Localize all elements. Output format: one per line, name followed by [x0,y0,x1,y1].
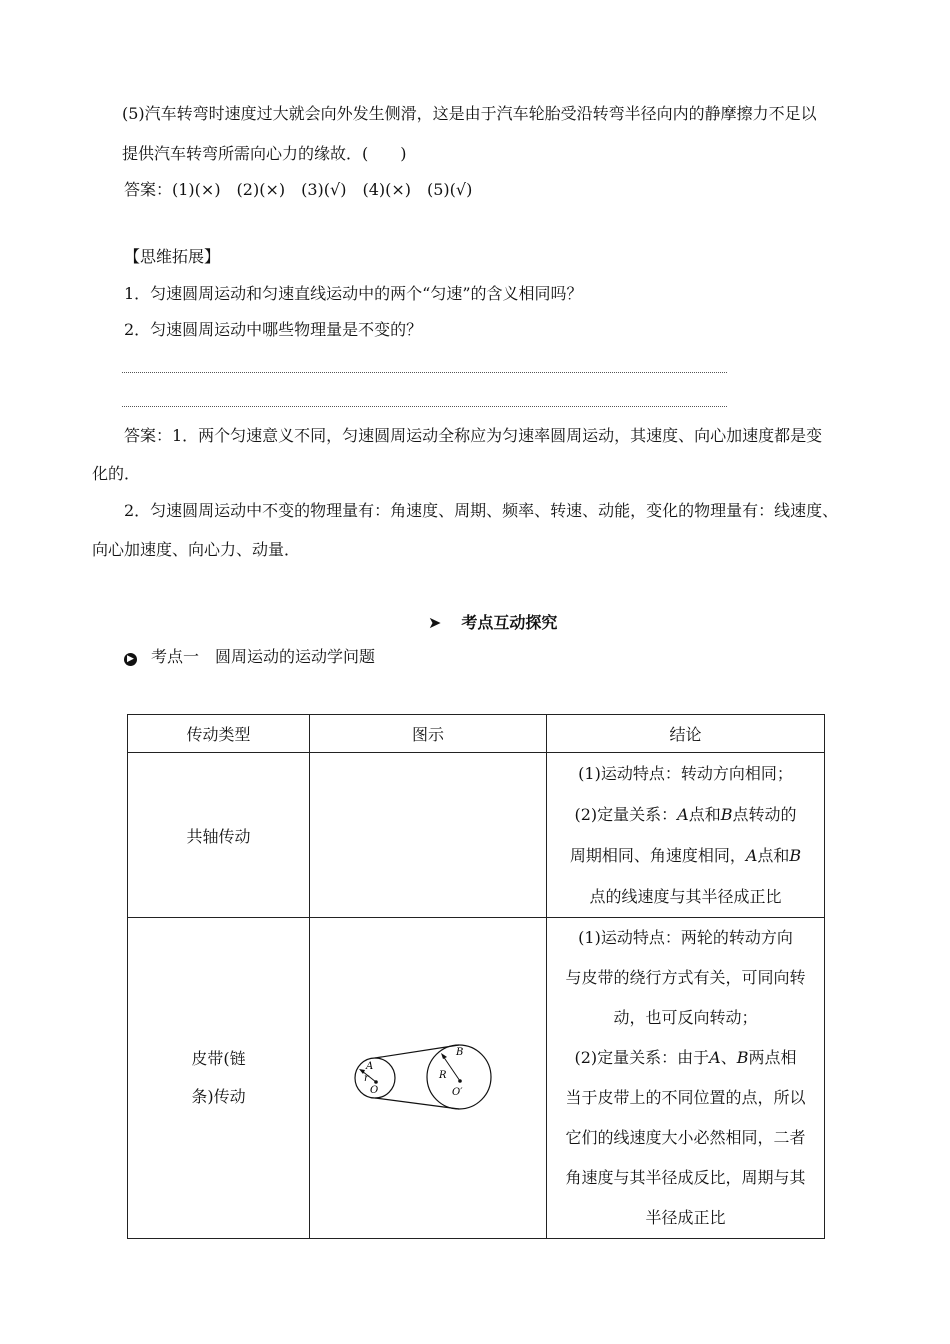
table-header-row [128,715,825,753]
extension-title: 【思维拓展】 [124,247,221,266]
belt-top [375,1045,459,1058]
belt-conclusion: (1)运动特点：两轮的转动方向 与皮带的绕行方式有关，可同向转 动，也可反向转动； (2)定量关系：由于A、B两点相 当于皮带上的不同位置的点，所以 它们的线速度大小必然相同，二者 角速度与其半径成反比，周期与其 半径成正比 [547,918,825,1239]
arrow-bullet-icon: ➤ [428,613,442,632]
extension-question-1: 1．匀速圆周运动和匀速直线运动中的两个“匀速”的含义相同吗？ [124,284,583,303]
header-diagram: 图示 [310,715,547,753]
extension-question-2: 2．匀速圆周运动中哪些物理量是不变的？ [124,320,423,339]
extension-answer-1-line2: 化的． [92,464,141,483]
table-row-coaxial [128,753,825,918]
belt-diagram-cell [310,918,547,1239]
belt-type: 皮带(链 条)传动 [128,918,310,1239]
coaxial-type: 共轴传动 [128,753,310,918]
coaxial-conclusion: (1)运动特点：转动方向相同； (2)定量关系：A点和B点转动的 周期相同、角速度相同，A点和B 点的线速度与其半径成正比 [547,753,825,918]
circle-arrow-bullet-icon: ▶ [124,653,137,666]
label-A: A [366,1061,374,1072]
header-type: 传动类型 [128,715,310,753]
belt-bottom [375,1098,459,1109]
kaodian-title: 考点一 圆周运动的运动学问题 [151,647,376,666]
label-R: R [439,1070,447,1081]
question5-line1: (5)汽车转弯时速度过大就会向外发生侧滑，这是由于汽车轮胎受沿转弯半径向内的静摩擦力不足以 [122,104,817,123]
answer-blank-line-1[interactable] [122,372,727,373]
extension-answer-1-line1: 答案：1．两个匀速意义不同，匀速圆周运动全称应为匀速率圆周运动，其速度、向心加速度都是变 [124,426,823,445]
table-row-belt [128,918,825,1239]
answer-blank-line-2[interactable] [122,406,727,407]
extension-answer-2-line1: 2．匀速圆周运动中不变的物理量有：角速度、周期、频率、转速、动能，变化的物理量有：线速度、 [124,501,839,520]
coaxial-diagram-cell [310,753,547,918]
radius-R-arrow-icon [441,1053,447,1059]
label-r: r [364,1073,369,1084]
belt-pulley-diagram [353,1036,503,1116]
section-title: 考点互动探究 [461,613,558,632]
transmission-table [127,714,825,1239]
label-B: B [456,1047,464,1058]
answer-judge: 答案：(1)(×) (2)(×) (3)(√) (4)(×) (5)(√) [124,180,473,199]
label-O-prime: O′ [452,1087,463,1098]
question5-line2: 提供汽车转弯所需向心力的缘故．( ) [122,144,407,163]
section-heading [428,610,557,633]
extension-answer-2-line2: 向心加速度、向心力、动量． [92,540,301,559]
label-O: O [370,1085,379,1096]
header-conclusion: 结论 [547,715,825,753]
kaodian-heading [124,644,375,667]
